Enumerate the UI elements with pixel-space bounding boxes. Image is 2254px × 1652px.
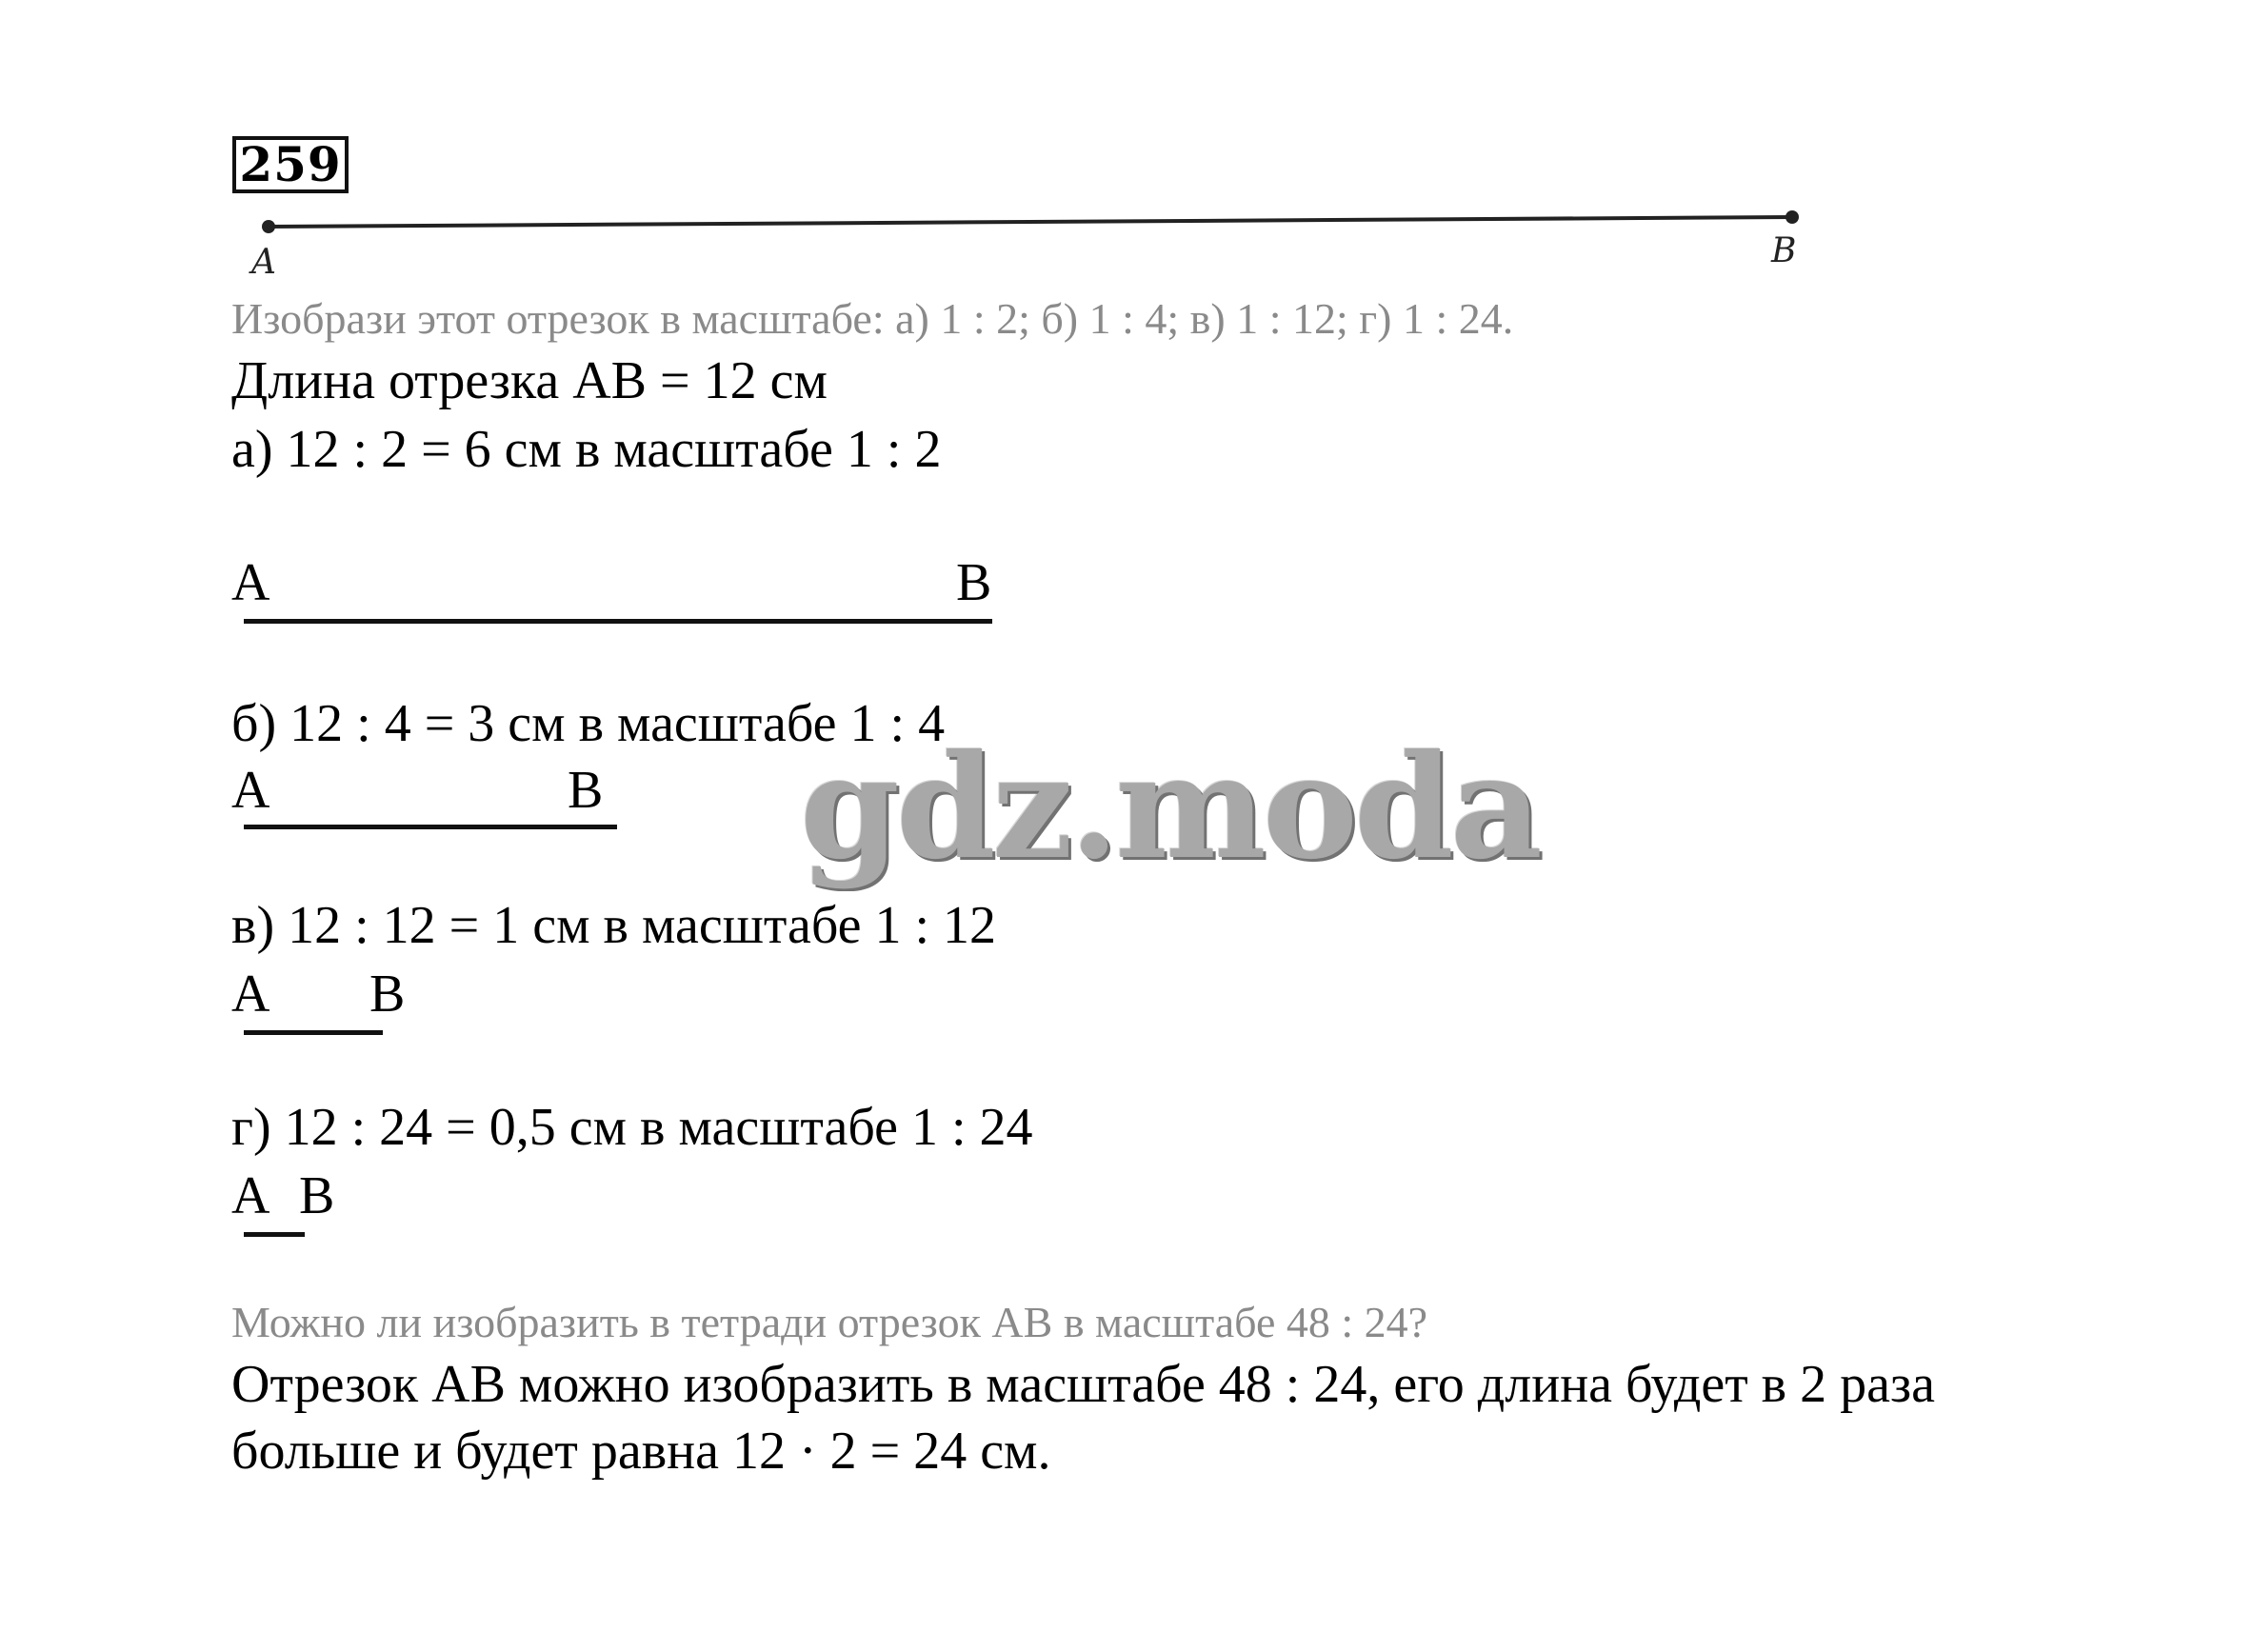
part-d-segment xyxy=(244,1232,305,1237)
part-c-label-b: B xyxy=(369,965,406,1024)
part-b-label-b: B xyxy=(568,761,604,820)
part-a-label-a: A xyxy=(231,553,270,612)
part-a-text: а) 12 : 2 = 6 см в масштабе 1 : 2 xyxy=(231,420,942,479)
watermark: gdz.moda xyxy=(800,724,1540,891)
part-a-label-b: B xyxy=(956,553,992,612)
answer-line-2: больше и будет равна 12 · 2 = 24 см. xyxy=(231,1422,1051,1481)
segment-ab-line xyxy=(269,217,1792,227)
part-d-label-b: B xyxy=(299,1166,335,1225)
part-b-text: б) 12 : 4 = 3 см в масштабе 1 : 4 xyxy=(231,694,946,753)
answer-line-1: Отрезок AB можно изобразить в масштабе 48 : 24, его длина будет в 2 раза xyxy=(231,1355,1935,1414)
question-1: Изобрази этот отрезок в масштабе: а) 1 : 2; б) 1 : 4; в) 1 : 12; г) 1 : 24. xyxy=(231,294,1514,343)
segment-figure xyxy=(257,205,1828,281)
part-b-segment xyxy=(244,825,617,829)
point-b xyxy=(1785,210,1799,224)
part-c-segment xyxy=(244,1030,383,1035)
part-d-label-a: A xyxy=(231,1166,270,1225)
part-a-segment xyxy=(244,619,992,624)
point-a xyxy=(262,220,275,233)
length-statement: Длина отрезка AB = 12 см xyxy=(231,351,828,410)
figure-label-a: A xyxy=(251,243,276,282)
part-d-text: г) 12 : 24 = 0,5 см в масштабе 1 : 24 xyxy=(231,1098,1033,1157)
task-number: 259 xyxy=(232,136,349,193)
question-2: Можно ли изобразить в тетради отрезок AB в масштабе 48 : 24? xyxy=(231,1298,1428,1346)
figure-label-b: B xyxy=(1771,231,1797,270)
part-b-label-a: A xyxy=(231,761,270,820)
part-c-text: в) 12 : 12 = 1 см в масштабе 1 : 12 xyxy=(231,896,997,955)
part-c-label-a: A xyxy=(231,965,270,1024)
